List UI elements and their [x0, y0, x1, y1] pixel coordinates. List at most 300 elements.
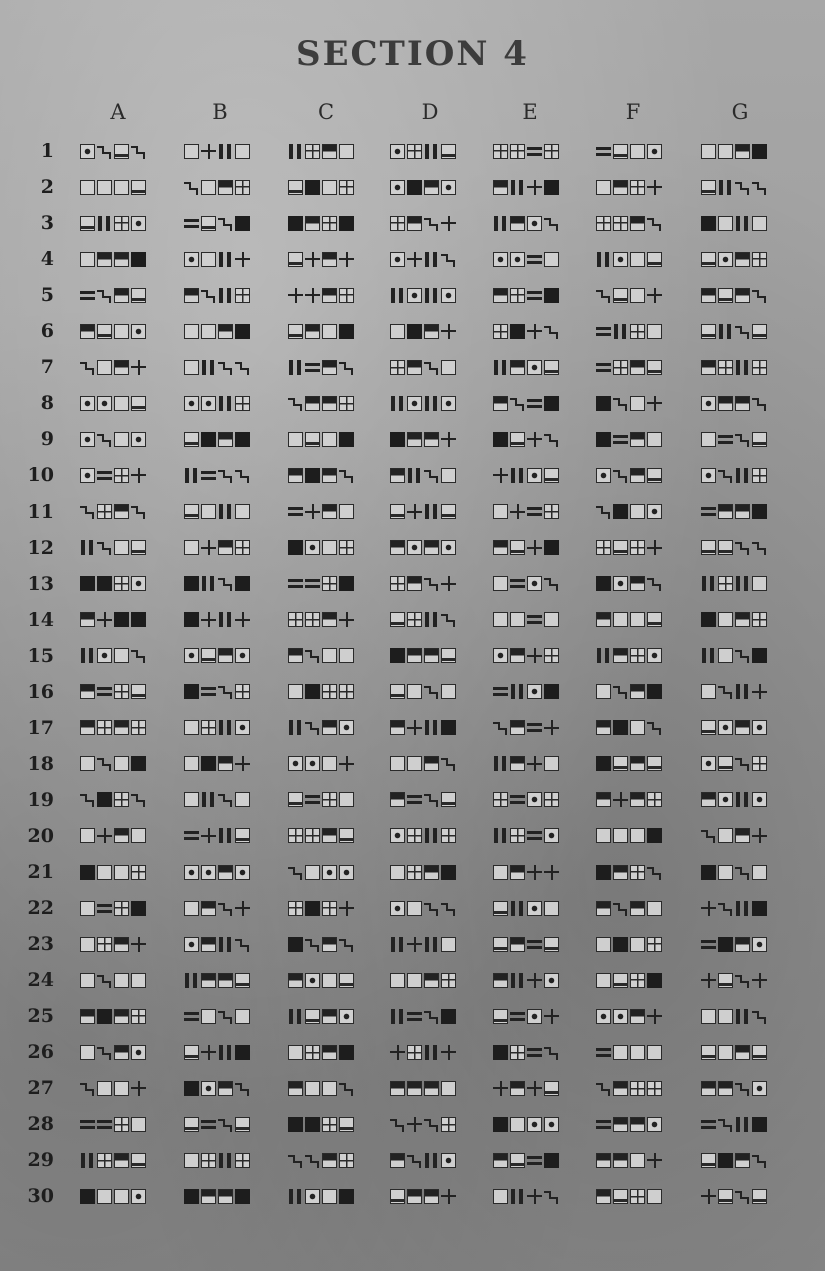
- code-cell: [184, 246, 250, 272]
- code-cell: [184, 715, 250, 741]
- box-icon: [80, 756, 95, 771]
- box-icon: [441, 360, 456, 375]
- row-number: 13: [27, 572, 54, 595]
- plus-icon: [647, 1009, 662, 1024]
- solid-icon: [80, 865, 95, 880]
- halft-icon: [735, 144, 750, 159]
- halft-icon: [735, 1153, 750, 1168]
- box-icon: [322, 973, 337, 988]
- solid-icon: [493, 1117, 508, 1132]
- solid-icon: [97, 576, 112, 591]
- bars-icon: [735, 1117, 750, 1132]
- halft-icon: [322, 252, 337, 267]
- box-icon: [184, 144, 199, 159]
- plus-icon: [131, 468, 146, 483]
- box-icon: [493, 612, 508, 627]
- box-icon: [493, 1189, 508, 1204]
- bars-icon: [510, 901, 525, 916]
- row-number: 20: [27, 824, 54, 847]
- dot-icon: [97, 648, 112, 663]
- box-icon: [184, 1153, 199, 1168]
- column-header-a: A: [110, 100, 126, 124]
- grid-icon: [718, 576, 733, 591]
- code-cell: [596, 1111, 662, 1137]
- step-icon: [390, 1117, 405, 1132]
- step-icon: [544, 432, 559, 447]
- box-icon: [718, 144, 733, 159]
- step-icon: [80, 1081, 95, 1096]
- solid-icon: [288, 216, 303, 231]
- code-cell: [288, 787, 354, 813]
- box-icon: [201, 252, 216, 267]
- code-cell: [701, 390, 767, 416]
- halft-icon: [735, 612, 750, 627]
- solid-icon: [80, 576, 95, 591]
- eq-icon: [701, 1117, 716, 1132]
- code-cell: [596, 1003, 662, 1029]
- code-cell: [390, 931, 456, 957]
- monitor-icon: [184, 504, 199, 519]
- step-icon: [647, 720, 662, 735]
- eq-icon: [527, 1153, 542, 1168]
- row-number: 26: [27, 1041, 54, 1064]
- box-icon: [630, 288, 645, 303]
- solid-icon: [235, 216, 250, 231]
- halft-icon: [596, 1189, 611, 1204]
- bars-icon: [201, 576, 216, 591]
- code-cell: [288, 318, 354, 344]
- bars-icon: [493, 216, 508, 231]
- solid-icon: [184, 1189, 199, 1204]
- solid-icon: [752, 1117, 767, 1132]
- code-cell: [701, 1039, 767, 1065]
- halft-icon: [630, 432, 645, 447]
- plus-icon: [131, 1081, 146, 1096]
- grid-icon: [322, 792, 337, 807]
- eq-icon: [596, 324, 611, 339]
- dot-icon: [390, 144, 405, 159]
- box-icon: [718, 612, 733, 627]
- code-cell: [493, 895, 559, 921]
- code-cell: [493, 787, 559, 813]
- box-icon: [97, 180, 112, 195]
- monitor-icon: [184, 432, 199, 447]
- step-icon: [752, 180, 767, 195]
- dot-icon: [184, 937, 199, 952]
- grid-icon: [97, 720, 112, 735]
- eq-icon: [407, 1009, 422, 1024]
- halft-icon: [114, 1045, 129, 1060]
- step-icon: [735, 756, 750, 771]
- grid-icon: [630, 1189, 645, 1204]
- grid-icon: [510, 144, 525, 159]
- code-cell: [390, 679, 456, 705]
- solid-icon: [184, 684, 199, 699]
- box-icon: [305, 1081, 320, 1096]
- code-cell: [701, 823, 767, 849]
- box-icon: [322, 324, 337, 339]
- grid-icon: [97, 504, 112, 519]
- eq-icon: [80, 1117, 95, 1132]
- code-cell: [80, 174, 146, 200]
- halft-icon: [80, 1009, 95, 1024]
- code-cell: [493, 607, 559, 633]
- eq-icon: [701, 504, 716, 519]
- eq-icon: [613, 432, 628, 447]
- halft-icon: [701, 360, 716, 375]
- row-number: 16: [27, 680, 54, 703]
- box-icon: [114, 1081, 129, 1096]
- code-cell: [701, 282, 767, 308]
- code-cell: [596, 174, 662, 200]
- box-icon: [97, 360, 112, 375]
- code-cell: [288, 390, 354, 416]
- plus-icon: [441, 432, 456, 447]
- step-icon: [647, 865, 662, 880]
- step-icon: [752, 288, 767, 303]
- box-icon: [97, 1189, 112, 1204]
- plus-icon: [647, 1153, 662, 1168]
- box-icon: [114, 1189, 129, 1204]
- box-icon: [114, 756, 129, 771]
- halft-icon: [201, 1189, 216, 1204]
- grid-icon: [630, 648, 645, 663]
- grid-icon: [630, 540, 645, 555]
- grid-icon: [630, 1081, 645, 1096]
- grid-icon: [114, 901, 129, 916]
- code-cell: [701, 1003, 767, 1029]
- code-cell: [390, 823, 456, 849]
- dot-icon: [752, 720, 767, 735]
- code-cell: [596, 1039, 662, 1065]
- code-cell: [80, 210, 146, 236]
- code-cell: [80, 895, 146, 921]
- plus-icon: [527, 648, 542, 663]
- bars-icon: [424, 1045, 439, 1060]
- halft-icon: [305, 396, 320, 411]
- step-icon: [735, 432, 750, 447]
- bars-icon: [288, 360, 303, 375]
- box-icon: [322, 756, 337, 771]
- dot-icon: [527, 792, 542, 807]
- code-cell: [80, 787, 146, 813]
- grid-icon: [613, 216, 628, 231]
- halft-icon: [114, 288, 129, 303]
- code-cell: [288, 859, 354, 885]
- grid-icon: [493, 324, 508, 339]
- box-icon: [701, 144, 716, 159]
- bars-icon: [735, 901, 750, 916]
- solid-icon: [544, 1153, 559, 1168]
- monitor-icon: [235, 1117, 250, 1132]
- bars-icon: [288, 1189, 303, 1204]
- halft-icon: [114, 504, 129, 519]
- solid-icon: [544, 396, 559, 411]
- box-icon: [752, 216, 767, 231]
- box-icon: [630, 144, 645, 159]
- code-cell: [80, 390, 146, 416]
- code-cell: [80, 1183, 146, 1209]
- step-icon: [441, 612, 456, 627]
- code-cell: [596, 679, 662, 705]
- plus-icon: [647, 180, 662, 195]
- dot-icon: [131, 576, 146, 591]
- box-icon: [596, 973, 611, 988]
- halft-icon: [510, 360, 525, 375]
- code-cell: [701, 931, 767, 957]
- solid-icon: [305, 468, 320, 483]
- step-icon: [97, 540, 112, 555]
- code-cell: [493, 1003, 559, 1029]
- dot-icon: [527, 901, 542, 916]
- monitor-icon: [544, 360, 559, 375]
- halft-icon: [596, 901, 611, 916]
- dot-icon: [527, 468, 542, 483]
- halft-icon: [322, 1153, 337, 1168]
- step-icon: [305, 1153, 320, 1168]
- eq-icon: [97, 901, 112, 916]
- solid-icon: [718, 937, 733, 952]
- row-number: 24: [27, 969, 54, 992]
- code-cell: [288, 1039, 354, 1065]
- dot-icon: [305, 1189, 320, 1204]
- column-header-e: E: [522, 100, 538, 124]
- code-cell: [80, 859, 146, 885]
- code-cell: [701, 895, 767, 921]
- box-icon: [80, 252, 95, 267]
- dot-icon: [407, 396, 422, 411]
- code-cell: [596, 895, 662, 921]
- grid-icon: [288, 901, 303, 916]
- bars-icon: [424, 720, 439, 735]
- box-icon: [235, 792, 250, 807]
- row-number: 28: [27, 1113, 54, 1136]
- solid-icon: [235, 1045, 250, 1060]
- row-number: 30: [27, 1185, 54, 1208]
- dot-icon: [527, 360, 542, 375]
- solid-icon: [184, 576, 199, 591]
- box-icon: [114, 540, 129, 555]
- code-cell: [184, 895, 250, 921]
- box-icon: [235, 1009, 250, 1024]
- bars-icon: [510, 180, 525, 195]
- grid-icon: [305, 828, 320, 843]
- row-number: 8: [40, 392, 54, 415]
- code-cell: [596, 426, 662, 452]
- code-cell: [701, 643, 767, 669]
- dot-icon: [647, 144, 662, 159]
- box-icon: [596, 828, 611, 843]
- step-icon: [218, 216, 233, 231]
- dot-icon: [752, 937, 767, 952]
- grid-icon: [339, 288, 354, 303]
- halft-icon: [322, 1009, 337, 1024]
- step-icon: [218, 684, 233, 699]
- monitor-icon: [613, 288, 628, 303]
- halft-icon: [701, 792, 716, 807]
- halft-icon: [201, 901, 216, 916]
- dot-icon: [201, 1081, 216, 1096]
- bars-icon: [218, 828, 233, 843]
- solid-icon: [201, 756, 216, 771]
- bars-icon: [218, 720, 233, 735]
- grid-icon: [441, 828, 456, 843]
- monitor-icon: [718, 973, 733, 988]
- plus-icon: [305, 504, 320, 519]
- monitor-icon: [752, 324, 767, 339]
- dot-icon: [441, 1153, 456, 1168]
- grid-icon: [339, 1153, 354, 1168]
- dot-icon: [201, 396, 216, 411]
- halft-icon: [630, 792, 645, 807]
- step-icon: [407, 1153, 422, 1168]
- grid-icon: [630, 865, 645, 880]
- halft-icon: [424, 540, 439, 555]
- halft-icon: [322, 504, 337, 519]
- halft-icon: [322, 1045, 337, 1060]
- code-cell: [80, 1111, 146, 1137]
- halft-icon: [218, 648, 233, 663]
- box-icon: [114, 973, 129, 988]
- monitor-icon: [201, 648, 216, 663]
- monitor-icon: [613, 973, 628, 988]
- grid-icon: [544, 648, 559, 663]
- step-icon: [613, 396, 628, 411]
- halft-icon: [322, 144, 337, 159]
- bars-icon: [218, 396, 233, 411]
- box-icon: [701, 684, 716, 699]
- code-cell: [184, 282, 250, 308]
- step-icon: [596, 288, 611, 303]
- code-cell: [596, 859, 662, 885]
- box-icon: [322, 1081, 337, 1096]
- code-cell: [80, 535, 146, 561]
- halft-icon: [735, 504, 750, 519]
- box-icon: [235, 504, 250, 519]
- solid-icon: [131, 756, 146, 771]
- plus-icon: [305, 288, 320, 303]
- grid-icon: [647, 937, 662, 952]
- plus-icon: [407, 1117, 422, 1132]
- row-number: 17: [27, 716, 54, 739]
- dot-icon: [527, 576, 542, 591]
- monitor-icon: [131, 180, 146, 195]
- halft-icon: [390, 1153, 405, 1168]
- code-cell: [493, 138, 559, 164]
- code-cell: [184, 643, 250, 669]
- dot-icon: [184, 396, 199, 411]
- halft-icon: [630, 1117, 645, 1132]
- step-icon: [97, 288, 112, 303]
- monitor-icon: [493, 1009, 508, 1024]
- step-icon: [441, 901, 456, 916]
- dot-icon: [390, 828, 405, 843]
- row-number: 29: [27, 1149, 54, 1172]
- step-icon: [613, 468, 628, 483]
- solid-icon: [201, 432, 216, 447]
- dot-icon: [184, 865, 199, 880]
- halft-icon: [493, 180, 508, 195]
- box-icon: [184, 324, 199, 339]
- solid-icon: [544, 540, 559, 555]
- code-cell: [390, 246, 456, 272]
- bars-icon: [80, 540, 95, 555]
- box-icon: [544, 252, 559, 267]
- grid-icon: [131, 865, 146, 880]
- code-cell: [80, 643, 146, 669]
- solid-icon: [305, 684, 320, 699]
- code-cell: [493, 1075, 559, 1101]
- plus-icon: [752, 973, 767, 988]
- code-cell: [390, 571, 456, 597]
- box-icon: [493, 865, 508, 880]
- plus-icon: [510, 504, 525, 519]
- step-icon: [596, 1081, 611, 1096]
- grid-icon: [322, 684, 337, 699]
- code-cell: [184, 138, 250, 164]
- code-cell: [288, 715, 354, 741]
- dot-icon: [441, 396, 456, 411]
- box-icon: [131, 828, 146, 843]
- solid-icon: [305, 180, 320, 195]
- halft-icon: [288, 468, 303, 483]
- monitor-icon: [390, 612, 405, 627]
- box-icon: [80, 1045, 95, 1060]
- code-cell: [80, 354, 146, 380]
- bars-icon: [201, 792, 216, 807]
- solid-icon: [613, 504, 628, 519]
- grid-icon: [339, 180, 354, 195]
- halft-icon: [390, 720, 405, 735]
- box-icon: [80, 828, 95, 843]
- code-cell: [493, 462, 559, 488]
- box-icon: [322, 1189, 337, 1204]
- code-cell: [493, 571, 559, 597]
- bars-icon: [407, 468, 422, 483]
- solid-icon: [596, 756, 611, 771]
- solid-icon: [235, 1189, 250, 1204]
- dot-icon: [184, 648, 199, 663]
- monitor-icon: [510, 540, 525, 555]
- eq-icon: [596, 1045, 611, 1060]
- halft-icon: [288, 973, 303, 988]
- grid-icon: [201, 1153, 216, 1168]
- eq-icon: [288, 576, 303, 591]
- code-cell: [596, 462, 662, 488]
- halft-icon: [218, 1081, 233, 1096]
- step-icon: [305, 648, 320, 663]
- grid-icon: [114, 468, 129, 483]
- eq-icon: [527, 396, 542, 411]
- step-icon: [424, 360, 439, 375]
- code-cell: [493, 426, 559, 452]
- row-number: 18: [27, 752, 54, 775]
- monitor-icon: [80, 216, 95, 231]
- monitor-icon: [544, 1081, 559, 1096]
- plus-icon: [201, 144, 216, 159]
- bars-icon: [718, 324, 733, 339]
- bars-icon: [218, 144, 233, 159]
- dot-icon: [288, 756, 303, 771]
- halft-icon: [613, 1117, 628, 1132]
- code-cell: [184, 679, 250, 705]
- code-cell: [184, 751, 250, 777]
- eq-icon: [596, 144, 611, 159]
- plus-icon: [131, 937, 146, 952]
- code-cell: [701, 859, 767, 885]
- solid-icon: [613, 720, 628, 735]
- bars-icon: [424, 612, 439, 627]
